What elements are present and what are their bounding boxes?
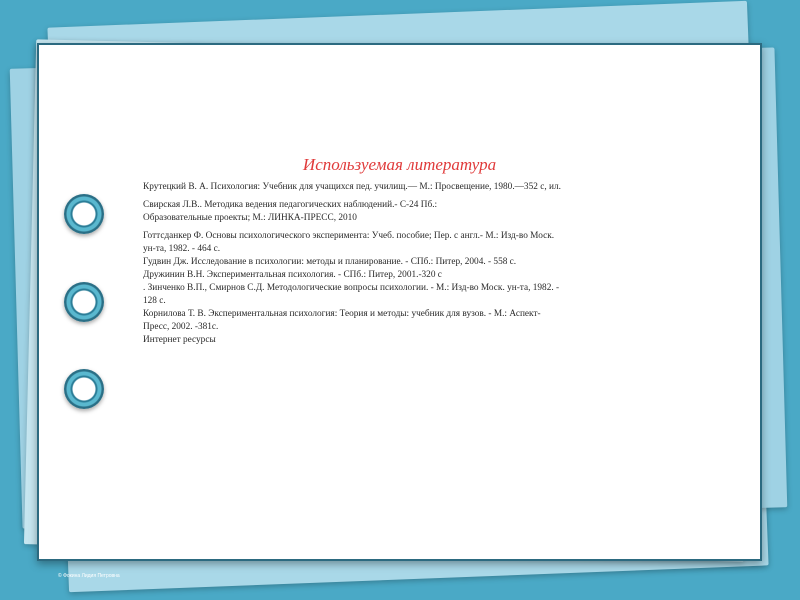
reference-item: Пресс, 2002. -381с. xyxy=(143,322,219,332)
reference-item: ун-та, 1982. - 464 с. xyxy=(143,244,221,254)
reference-item: Корнилова Т. В. Экспериментальная психология: Теория и методы: учебник для вузов. - М.: Аспект- xyxy=(143,309,541,319)
reference-item: . Зинченко В.П., Смирнов С.Д. Методологические вопросы психологии. - М.: Изд-во Моск. ун-та, 1982. - xyxy=(143,283,560,293)
binder-ring-icon xyxy=(64,194,104,234)
binder-ring-icon xyxy=(64,369,104,409)
reference-item: Гудвин Дж. Исследование в психологии: методы и планирование. - СПб.: Питер, 2004. - 558 с. xyxy=(143,257,517,267)
reference-item: Крутецкий В. А. Психология: Учебник для учащихся пед. училищ.— М.: Просвещение, 1980.—352 с, ил. xyxy=(143,182,561,192)
slide-card xyxy=(37,43,762,561)
reference-item: Дружинин В.Н. Экспериментальная психология. - СПб.: Питер, 2001.-320 с xyxy=(143,270,442,280)
reference-list xyxy=(143,181,663,347)
reference-item: Интернет ресурсы xyxy=(143,335,216,345)
reference-item: Образовательные проекты; М.: ЛИНКА-ПРЕСС, 2010 xyxy=(143,213,357,223)
reference-item: Свирская Л.В.. Методика ведения педагогических наблюдений.- С-24 Пб.: xyxy=(143,200,438,210)
binder-ring-icon xyxy=(64,282,104,322)
reference-item: Готтсданкер Ф. Основы психологического эксперимента: Учеб. пособие; Пер. с англ.- М.: Изд-во Моск. xyxy=(143,231,555,241)
copyright-text: © Фокина Лидия Петровна xyxy=(58,573,120,579)
slide-title: Используемая литература xyxy=(302,155,497,174)
reference-item: 128 с. xyxy=(143,296,166,306)
